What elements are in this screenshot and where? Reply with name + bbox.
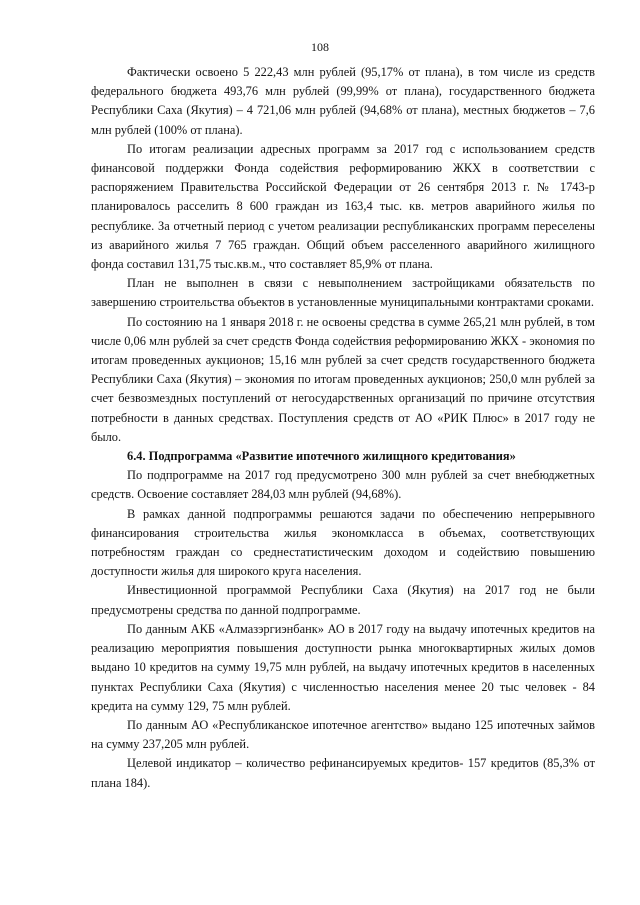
section-heading: 6.4. Подпрограмма «Развитие ипотечного жилищного кредитования» [127, 449, 516, 464]
paragraph-unspent-funds: По состоянию на 1 января 2018 г. не освоены средства в сумме 265,21 млн рублей, в том числе 0,06 млн рублей за счет средств Фонда содействия реформированию ЖКХ - экономия по итогам проведенных аукционов; 15,16 млн рублей за счет средств государственного бюджета Республики Саха (Якутия) – экономия по итогам проведенных аукционов; 250,0 млн рублей за счет безвозмездных поступлений от негосударственных организаций по причине отсутствия потребности в данных средствах. Поступления средств от АО «РИК Плюс» в 2017 году не было. [91, 314, 595, 444]
paragraph-target-indicator: Целевой индикатор – количество рефинансируемых кредитов- 157 кредитов (85,3% от плана 184). [91, 756, 595, 790]
page-number: 108 [311, 40, 329, 54]
paragraph-subprogram-budget: По подпрограмме на 2017 год предусмотрено 300 млн рублей за счет внебюджетных средств. Освоение составляет 284,03 млн рублей (94,68%). [91, 468, 595, 502]
paragraph-mortgage-agency: По данным АО «Республиканское ипотечное агентство» выдано 125 ипотечных займов на сумму 237,205 млн рублей. [91, 717, 595, 752]
paragraph-subprogram-tasks: В рамках данной подпрограммы решаются задачи по обеспечению непрерывного финансирования строительства жилья экономкласса в объемах, соответствующих потребностям граждан со среднестатистическим доходом и содействию повышению доступности жилья для широкого круга населения. [91, 506, 595, 579]
paragraph-investment-program: Инвестиционной программой Республики Саха (Якутия) на 2017 год не были предусмотрены средства по данной подпрограмме. [91, 583, 595, 617]
body-text [91, 63, 595, 793]
paragraph-plan-not-fulfilled: План не выполнен в связи с невыполнением застройщиками обязательств по завершению строительства объектов в установленные муниципальными контрактами сроками. [91, 276, 595, 310]
paragraph-funds-spent: Фактически освоено 5 222,43 млн рублей (95,17% от плана), в том числе из средств федерального бюджета 493,76 млн рублей (99,99% от плана), государственного бюджета Республики Саха (Якутия) – 4 721,06 млн рублей (94,68% от плана), местных бюджетов – 7,6 млн рублей (100% от плана). [91, 65, 595, 137]
paragraph-resettlement-results: По итогам реализации адресных программ за 2017 год с использованием средств финансовой поддержки Фонда содействия реформированию ЖКХ в соответствии с распоряжением Правительства Российской Федерации от 26 сентября 2013 г. № 1743-р планировалось расселить 8 600 граждан из 163,4 тыс. кв. метров аварийного жилья по республике. За отчетный период с учетом реализации республиканских программ переселены из аварийного жилья 7 765 граждан. Общий объем расселенного аварийного жилищного фонда составил 131,75 тыс.кв.м., что составляет 85,9% от плана. [91, 141, 595, 272]
paragraph-bank-data: По данным АКБ «Алмазэргиэнбанк» АО в 2017 году на выдачу ипотечных кредитов на реализацию мероприятия повышения доступности рынка многоквартирных жилых домов выдано 10 кредитов на сумму 19,75 млн рублей, на выдачу ипотечных кредитов в населенных пунктах Республики Саха (Якутия) с численностью населения менее 20 тыс человек - 84 кредита на сумму 129, 75 млн рублей. [91, 621, 595, 713]
